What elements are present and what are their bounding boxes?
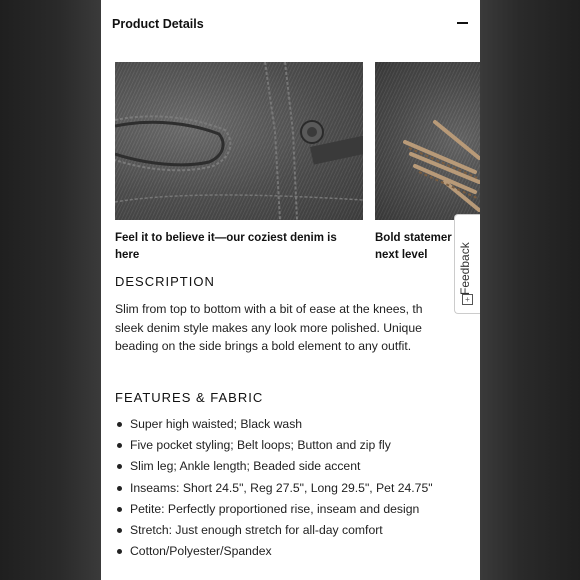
list-item: Five pocket styling; Belt loops; Button and zip fly <box>115 435 433 456</box>
denim-pocket-photo <box>115 62 363 220</box>
carousel-caption: Bold statemer next level <box>375 232 452 261</box>
product-details-header[interactable] <box>101 0 480 50</box>
features-heading: FEATURES & FABRIC <box>115 390 264 405</box>
feedback-tab[interactable] <box>454 214 480 314</box>
list-item: Slim leg; Ankle length; Beaded side accent <box>115 456 433 477</box>
description-text: Slim from top to bottom with a bit of ease at the knees, th sleek denim style makes any look more polished. Unique beading on the side brings a bold element to any outfit. <box>115 302 423 353</box>
carousel-caption: Feel it to believe it—our coziest denim is here <box>115 232 337 261</box>
features-list <box>115 414 433 562</box>
list-item: Cotton/Polyester/Spandex <box>115 541 433 562</box>
list-item: Stretch: Just enough stretch for all-day comfort <box>115 520 433 541</box>
description-heading: DESCRIPTION <box>115 274 215 289</box>
list-item: Petite: Perfectly proportioned rise, inseam and design <box>115 499 433 520</box>
minus-icon[interactable] <box>457 22 468 24</box>
product-details-panel <box>101 0 480 580</box>
pocket-illustration <box>115 62 363 220</box>
list-item: Inseams: Short 24.5", Reg 27.5", Long 29.5", Pet 24.75" <box>115 478 433 499</box>
carousel-card[interactable] <box>115 62 363 264</box>
product-details-title: Product Details <box>112 17 204 31</box>
list-item: Super high waisted; Black wash <box>115 414 433 435</box>
beading-illustration <box>375 62 480 220</box>
feedback-label: Feedback <box>458 242 472 295</box>
plus-box-icon: + <box>462 294 473 305</box>
image-carousel[interactable] <box>115 62 480 272</box>
beaded-side-photo <box>375 62 480 220</box>
